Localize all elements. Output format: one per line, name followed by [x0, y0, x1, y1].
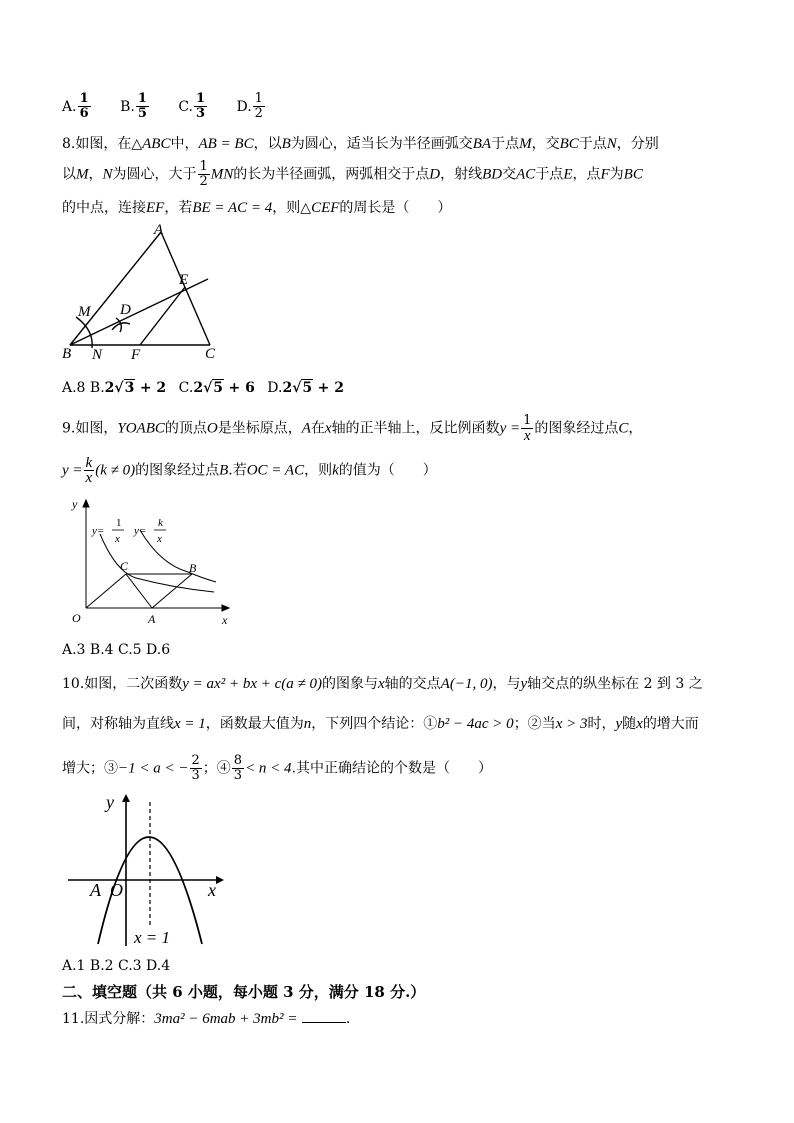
x-axis-arrow: [216, 876, 224, 884]
math: < n < 4: [245, 760, 292, 777]
arc-mn: [76, 317, 92, 348]
numerator: k: [85, 455, 93, 471]
math: x: [636, 716, 643, 732]
q11-line: [62, 1008, 350, 1029]
q10-line-2: [62, 714, 699, 734]
denominator: x: [85, 470, 93, 486]
q8-option-b: [90, 379, 166, 396]
option-label: B.: [89, 380, 105, 396]
math: y = ax² + bx + c: [182, 676, 282, 692]
label-a: A: [90, 880, 101, 900]
q8-line-3: [62, 198, 451, 218]
label-x: x: [222, 613, 228, 627]
denominator: 2: [254, 106, 263, 121]
label-n: N: [92, 347, 103, 363]
text: ；④: [202, 760, 231, 777]
math: EF: [146, 200, 165, 216]
math: YOABC: [117, 420, 165, 437]
fraction: [232, 754, 244, 783]
q10-options-text: A.1 B.2 C.3 D.4: [62, 958, 171, 974]
radicand: 3: [124, 380, 135, 396]
q8-options: [62, 378, 344, 398]
label-y: y: [106, 792, 114, 812]
denominator: 3: [191, 768, 200, 783]
sqrt-sign: √: [292, 380, 302, 396]
text: 中，: [170, 136, 199, 152]
q7-option-c: [178, 91, 212, 121]
q7-option-b: [120, 91, 154, 121]
denominator: 6: [79, 106, 89, 121]
math: ABC: [142, 136, 171, 152]
math: MN: [210, 166, 234, 183]
numerator: 1: [195, 91, 206, 106]
math: y =: [62, 462, 83, 479]
q10-line-1: [62, 674, 703, 694]
label-a: A: [148, 612, 156, 626]
text: 增大；③: [62, 760, 118, 777]
math: B: [219, 462, 229, 479]
text: 的值为（ ）: [338, 462, 437, 479]
label-x: x: [208, 880, 216, 900]
math: AB = BC: [198, 136, 254, 152]
math: E: [563, 166, 573, 183]
q9-line-1: [62, 414, 642, 443]
text: ，交: [531, 136, 560, 152]
label-b: B: [62, 346, 72, 362]
q10-options: [62, 956, 170, 976]
q9-options-text: A.3 B.4 C.5 D.6: [62, 642, 171, 658]
radicand: 5: [302, 380, 313, 396]
denominator: 3: [195, 106, 206, 121]
math: BD: [482, 166, 503, 183]
numerator: 1: [199, 159, 208, 174]
text: 的中点，连接: [62, 200, 146, 216]
text: ，若: [164, 200, 193, 216]
text: ，点: [572, 166, 601, 183]
segment-oc: [86, 574, 126, 608]
math: A(−1, 0): [440, 676, 493, 692]
math: 3ma² − 6mab + 3mb² =: [154, 1011, 298, 1027]
text: 为圆心，适当长为半径画弧交: [290, 136, 473, 152]
math: C: [618, 420, 629, 437]
math: y: [615, 716, 623, 732]
option-label: C.: [178, 380, 194, 396]
option-label: C.: [178, 98, 193, 115]
text: ，函数最大值为: [205, 716, 304, 732]
text: 的图象与: [322, 676, 378, 692]
numerator: 8: [233, 753, 243, 768]
label-y: y: [72, 497, 78, 511]
q8-option-a: A.8: [62, 380, 86, 396]
fraction: [136, 92, 149, 121]
text: 9.如图，: [62, 420, 118, 437]
label-e: E: [179, 272, 189, 288]
numerator: 2: [191, 753, 200, 768]
math: M: [519, 136, 532, 152]
math: (k ≠ 0): [95, 462, 136, 479]
sqrt-sign: √: [114, 380, 124, 396]
q8-line-2: [62, 160, 643, 189]
label-c: C: [205, 346, 216, 362]
math: A: [301, 420, 311, 437]
coef: 2: [104, 380, 115, 396]
q9-options: [62, 640, 170, 660]
text: ，: [628, 420, 643, 437]
text: 的增大而: [642, 716, 699, 732]
math: −1 < a < −: [118, 760, 189, 777]
text: 以: [62, 166, 76, 183]
numerator: 1: [523, 413, 532, 428]
math: BC: [559, 136, 579, 152]
coef: 2: [282, 380, 293, 396]
text: 为圆心，大于: [112, 166, 197, 183]
q9-line-2: [62, 456, 437, 485]
q8-option-d: [267, 380, 344, 396]
math: B: [281, 136, 291, 152]
text: .若: [228, 462, 247, 479]
text: 间，对称轴为直线: [62, 716, 174, 732]
label-d: D: [120, 302, 131, 318]
fraction: [253, 92, 265, 121]
text: 轴的正半轴上，反比例函数: [331, 420, 500, 437]
text: 的长为半径画弧，两弧相交于点: [233, 166, 430, 183]
text: 于点: [535, 166, 564, 183]
text: 11.因式分解：: [62, 1011, 155, 1027]
label-o: O: [72, 611, 81, 625]
math: F: [600, 166, 610, 183]
label-f2-num: k: [158, 517, 163, 529]
section-title: [62, 982, 425, 1002]
text: .: [345, 1011, 351, 1027]
label-f2: y=: [134, 525, 147, 537]
text: 轴交点的纵坐标在 2 到 3 之: [527, 676, 703, 692]
label-c: C: [120, 559, 129, 573]
option-label: A.: [62, 98, 77, 115]
answer-blank[interactable]: [302, 1008, 346, 1023]
math: (a ≠ 0): [281, 676, 322, 692]
text: ，则△: [272, 200, 312, 216]
q7-option-d: [236, 91, 265, 121]
label-f: F: [131, 347, 141, 363]
text: 于点: [491, 136, 520, 152]
text: 于点: [578, 136, 607, 152]
text: 在: [310, 420, 325, 437]
math: BC: [623, 166, 643, 183]
fraction: [190, 754, 202, 783]
text: 的图象经过点: [135, 462, 220, 479]
text: ，: [88, 166, 103, 183]
q10-line-3: [62, 754, 492, 783]
text: 时，: [587, 716, 616, 732]
text: ；②当: [513, 716, 556, 732]
q7-option-a: [62, 91, 96, 121]
text: 是坐标原点，: [217, 420, 302, 437]
fraction: [78, 92, 91, 121]
section-title-text: 二、填空题（共 6 小题，每小题 3 分，满分 18 分.）: [62, 983, 426, 1001]
denominator: 3: [233, 768, 243, 783]
numerator: 1: [79, 91, 89, 106]
segment-ba: [152, 574, 192, 608]
denominator: x: [523, 428, 531, 444]
text: 的周长是（ ）: [339, 200, 452, 216]
numerator: 1: [137, 91, 147, 106]
text: 为: [609, 166, 624, 183]
tail: + 2: [317, 380, 344, 396]
math: O: [206, 420, 218, 437]
label-f1-den: x: [115, 533, 120, 545]
numerator: 1: [254, 91, 263, 106]
fraction: [194, 92, 207, 121]
x-axis-arrow: [222, 605, 229, 611]
text: 8.如图，在△: [62, 136, 143, 152]
label-m: M: [78, 304, 91, 320]
q10-parabola-figure: [62, 790, 232, 950]
fraction: [198, 160, 210, 189]
math: y =: [499, 420, 521, 437]
option-label: B.: [120, 98, 135, 115]
text: 随: [622, 716, 637, 732]
text: ，与: [492, 676, 521, 692]
q7-options: [62, 92, 266, 121]
y-axis-arrow: [122, 794, 130, 802]
math: BA: [472, 136, 492, 152]
math: x: [324, 420, 332, 437]
text: ，分别: [616, 136, 659, 152]
text: ，射线: [440, 166, 483, 183]
text: .其中正确结论的个数是（ ）: [291, 760, 493, 777]
math: N: [606, 136, 617, 152]
denominator: 5: [137, 106, 147, 121]
math: x = 1: [174, 716, 206, 732]
math: k: [332, 462, 339, 479]
fraction: [521, 414, 533, 443]
coef: 2: [193, 380, 204, 396]
math: D: [429, 166, 441, 183]
option-label: D.: [236, 98, 252, 115]
sqrt-sign: √: [203, 380, 213, 396]
radicand: 5: [213, 380, 224, 396]
label-a: A: [154, 222, 164, 238]
math: x: [378, 676, 385, 692]
text: 10.如图，二次函数: [62, 676, 183, 692]
math: CEF: [311, 200, 340, 216]
math: M: [76, 166, 89, 183]
text: ，以: [253, 136, 282, 152]
label-f1: y=: [92, 525, 105, 537]
text: 的图象经过点: [534, 420, 619, 437]
label-b: B: [189, 561, 197, 575]
y-axis-arrow: [83, 500, 89, 507]
segment-ef: [140, 287, 185, 345]
label-o: O: [110, 880, 123, 900]
text: ，下列四个结论：①: [311, 716, 438, 732]
text: 轴的交点: [384, 676, 441, 692]
math: x > 3: [555, 716, 588, 732]
text: ，则: [304, 462, 333, 479]
q9-inverse-function-figure: [64, 492, 239, 632]
fraction: [84, 456, 95, 485]
denominator: 2: [199, 174, 208, 189]
segment-ba: [70, 232, 161, 345]
tail: + 2: [139, 380, 167, 396]
label-f2-den: x: [157, 533, 162, 545]
q8-line-1: [62, 134, 659, 154]
text: 的顶点: [164, 420, 207, 437]
q8-option-c: [179, 380, 255, 396]
option-label: D.: [267, 380, 283, 396]
math: BE = AC = 4: [192, 200, 273, 216]
math: N: [102, 166, 113, 183]
math: y: [520, 676, 528, 692]
label-axis: x = 1: [134, 928, 171, 947]
segment-ac: [161, 232, 210, 345]
math: n: [303, 716, 312, 732]
tail: + 6: [228, 380, 255, 396]
label-f1-num: 1: [116, 517, 122, 529]
q8-triangle-figure: [58, 222, 228, 367]
math: b² − 4ac > 0: [437, 716, 514, 732]
text: 交: [502, 166, 517, 183]
math: OC = AC: [246, 462, 305, 479]
math: AC: [516, 166, 536, 183]
